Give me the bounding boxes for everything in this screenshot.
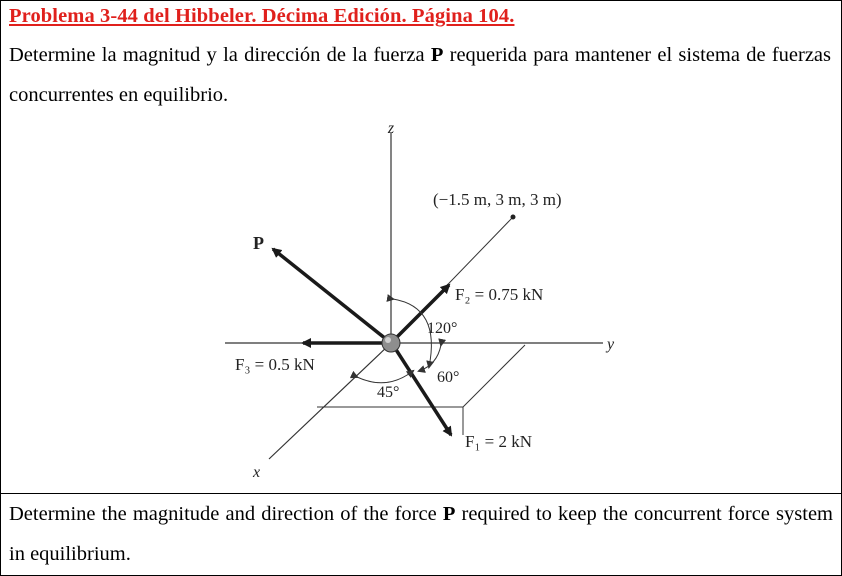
english-force-symbol: P bbox=[442, 503, 456, 525]
origin-particle-highlight bbox=[385, 337, 391, 343]
position-point bbox=[511, 215, 516, 220]
F2-force-label: F₂ = 0.75 kN bbox=[455, 285, 544, 304]
problem-title: Problema 3-44 del Hibbeler. Décima Edición. Página 104. bbox=[9, 5, 515, 27]
z-axis-label: z bbox=[387, 120, 395, 137]
english-text-2: required to keep the concurrent force system in equilibrium. bbox=[9, 503, 833, 565]
F1-force-label: F₁ = 2 kN bbox=[465, 432, 532, 451]
english-statement bbox=[9, 494, 833, 574]
english-statement-cell bbox=[1, 493, 841, 576]
point-coordinates-label: (−1.5 m, 3 m, 3 m) bbox=[433, 190, 562, 209]
force-diagram bbox=[191, 109, 631, 489]
angle-45-arc bbox=[357, 371, 413, 383]
problem-statement-cell bbox=[1, 1, 841, 493]
P-force-arrow bbox=[273, 249, 391, 343]
english-text-1: Determine the magnitude and direction of the force bbox=[9, 503, 443, 525]
origin-particle bbox=[382, 334, 400, 352]
spanish-force-symbol: P bbox=[430, 44, 444, 66]
angle-60-label: 60° bbox=[437, 369, 460, 386]
spanish-text-1: Determine la magnitud y la dirección de la fuerza bbox=[9, 44, 431, 66]
y-axis-label: y bbox=[607, 336, 615, 353]
F3-force-label: F₃ = 0.5 kN bbox=[235, 355, 315, 374]
F1-force-arrow bbox=[393, 345, 451, 435]
P-force-label: P bbox=[253, 233, 264, 253]
angle-120-label: 120° bbox=[427, 320, 458, 337]
angle-45-label: 45° bbox=[377, 384, 400, 401]
x-axis-label: x bbox=[253, 464, 261, 481]
construction-line bbox=[463, 345, 525, 407]
spanish-statement bbox=[9, 35, 831, 115]
spanish-text-2: requerida para mantener el sistema de fuerzas concurrentes en equilibrio. bbox=[9, 44, 831, 106]
